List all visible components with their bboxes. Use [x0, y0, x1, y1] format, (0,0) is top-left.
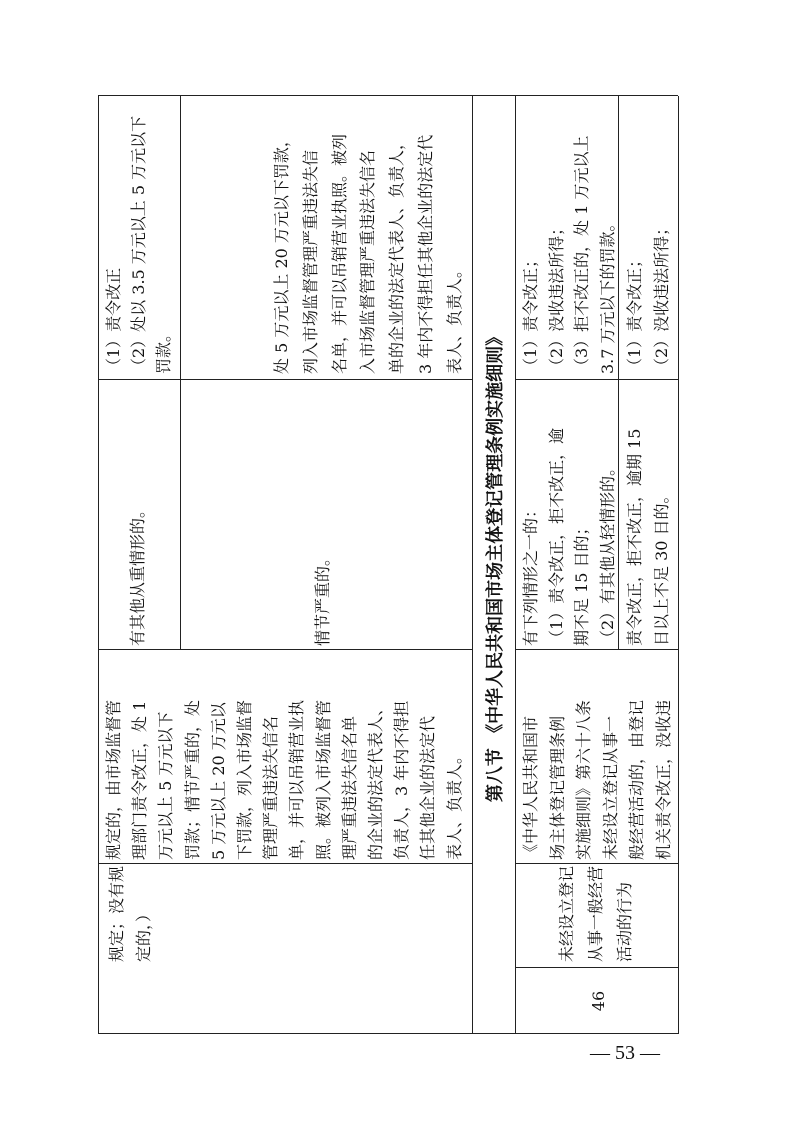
standard-line: （1）责令改正； [625, 251, 644, 374]
page-number: — 53 — [590, 1042, 660, 1064]
basis-line: 规定的，由市场监督管 [104, 699, 123, 860]
upper-basis-cell [101, 652, 468, 860]
basis-line: 未经设立登记从事一 [600, 715, 620, 860]
basis-line: 管理严重违法失信名 [261, 715, 281, 860]
standard-line: （1）责令改正； [521, 251, 540, 374]
lower-col-divider-3 [515, 649, 678, 650]
basis-line: 万元以上 5 万元以下 [156, 711, 176, 860]
rotated-table-stage [98, 96, 678, 1034]
standard-line: 处 5 万元以上 20 万元以下罚款， [272, 131, 291, 374]
upper-sub1-standard-cell [101, 98, 176, 374]
basis-line: 负责人，3 年内不得担 [392, 700, 412, 860]
basis-line: 任其他企业的法定代 [418, 715, 438, 860]
heading-border-bottom [515, 96, 516, 1034]
standard-line: 表人、负责人。 [444, 261, 464, 374]
upper-subrow-divider [180, 96, 181, 650]
standard-line: 罚款。 [154, 325, 173, 374]
standard-line: （2）处以 3.5 万元以上 5 万元以下 [129, 115, 148, 374]
standard-line: 3 年内不得担任其他企业的法定代 [415, 134, 435, 374]
name-line: 从事一般经营 [586, 865, 605, 962]
basis-line: 表人、负责人。 [444, 747, 464, 860]
table-border-right [98, 95, 678, 96]
lower-col-divider-2 [515, 863, 678, 864]
upper-sub2-circumstance-cell [309, 382, 336, 646]
lower-name-cell [552, 866, 639, 962]
name-line: 定的，） [134, 905, 153, 962]
upper-name-cell [103, 866, 157, 962]
standard-line: （3）拒不改正的，处 1 万元以上 [572, 135, 591, 374]
upper-col-divider-4 [98, 379, 472, 380]
upper-col-divider-1 [98, 1033, 472, 1034]
basis-line: 《中华人民共和国市 [521, 715, 540, 860]
basis-line: 照。被列入市场监督管 [313, 699, 333, 860]
basis-line: 单，并可以吊销营业执 [287, 699, 307, 860]
standard-line: （2）没收违法所得； [546, 219, 566, 374]
circumstance-line: 情节严重的。 [313, 549, 332, 646]
basis-line: 5 万元以上 20 万元以 [208, 702, 228, 860]
basis-line: 理严重违法失信名单 [339, 715, 359, 860]
lower-basis-cell [518, 652, 677, 860]
basis-line: 实施细则》第六十八条 [574, 699, 593, 860]
basis-line: 下罚款，列入市场监督 [235, 699, 255, 860]
lower-sub1-circumstance-cell [518, 382, 620, 646]
table-border-bottom [678, 96, 679, 1034]
name-line: 规定；没有规 [107, 865, 126, 962]
circumstance-line: 期不足 15 日的； [572, 519, 591, 646]
circumstance-line: 责令改正，拒不改正，逾期 15 [625, 428, 644, 646]
circumstance-line: （1）责令改正，拒不改正，逾 [546, 427, 566, 646]
circumstance-line: 日以上不足 30 日的。 [652, 487, 671, 646]
standard-line: 列入市场监督管理严重违法失信 [300, 149, 320, 374]
lower-sub1-standard-cell [518, 98, 620, 374]
upper-col-divider-2 [98, 863, 472, 864]
standard-line: 单的企业的法定代表人、负责人， [387, 133, 407, 374]
basis-line: 罚款；情节严重的，处 [182, 699, 202, 860]
lower-col-divider-4 [515, 379, 678, 380]
name-line: 活动的行为 [615, 881, 634, 962]
circumstance-line: （2）有其他从轻情形的。 [597, 459, 617, 646]
row-number-cell [585, 968, 612, 1034]
basis-line: 场主体登记管理条例 [547, 715, 567, 860]
lower-sub2-circumstance-cell [621, 382, 675, 646]
standard-line: 3.7 万元以下的罚款。 [597, 215, 617, 374]
basis-line: 的企业的法定代表人、 [366, 699, 386, 860]
standard-line: 名单，并可以吊销营业执照。被列 [329, 133, 349, 374]
lower-sub2-standard-cell [621, 98, 675, 374]
table-border-top [98, 96, 99, 1034]
upper-sub1-circumstance-cell [124, 382, 151, 646]
standard-line: 入市场监督管理严重违法失信名 [358, 149, 378, 374]
basis-line: 般经营活动的，由登记 [627, 699, 646, 860]
section-heading: 第八节 《中华人民共和国市场主体登记管理条例实施细则》 [484, 327, 506, 803]
name-line: 未经设立登记 [557, 865, 576, 962]
basis-line: 机关责令改正，没收违 [653, 699, 673, 860]
upper-sub2-standard-cell [268, 98, 470, 374]
circumstance-line: 有下列情形之一的： [521, 501, 540, 646]
row-number: 46 [589, 990, 608, 1012]
standard-line: （2）没收违法所得； [652, 219, 671, 374]
standard-line: （1）责令改正 [104, 267, 123, 374]
circumstance-line: 有其他从重情形的。 [128, 501, 147, 646]
basis-line: 理部门责令改正，处 1 [130, 700, 150, 860]
upper-col-divider-3 [98, 649, 472, 650]
